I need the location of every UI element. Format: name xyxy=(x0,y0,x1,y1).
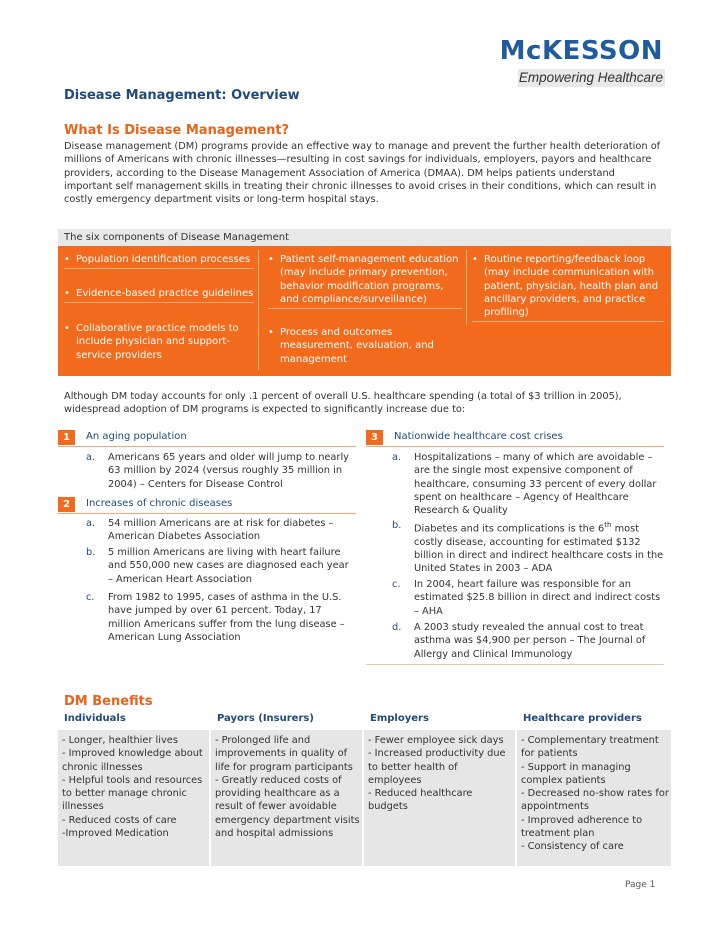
reason-number: 2 xyxy=(58,497,75,512)
growth-paragraph: Although DM today accounts for only .1 percent of overall U.S. healthcare spending (a total of $3 trillion in 2005), widespread adoption of DM programs is expected to significantly increase due to: xyxy=(64,391,622,416)
components-divider xyxy=(258,250,259,370)
section-title: What Is Disease Management? xyxy=(64,123,290,138)
components-divider xyxy=(466,250,467,325)
reason-subitem: b. Diabetes and its complications is the 6th most costly disease, accounting for estimated $132 billion in direct and indirect healthcare costs in the United States in 2003 – ADA xyxy=(392,520,664,575)
reason-subitem: d. A 2003 study revealed the annual cost to treat asthma was $4,900 per person – The Journal of Allergy and Clinical Immunology xyxy=(392,622,646,660)
reason-number: 1 xyxy=(58,430,75,445)
component-item: • Evidence-based practice guidelines xyxy=(64,287,254,303)
reason-rule xyxy=(366,446,664,447)
component-item: • Collaborative practice models to include physician and support-service providers xyxy=(64,323,239,361)
benefit-list: - Complementary treatment for patients - Support in managing complex patients - Decreased no-show rates for appointments - Improved adherence to treatment plan - Consistency of care xyxy=(521,735,669,853)
logo-tagline: Empowering Healthcare xyxy=(518,70,663,85)
benefit-column-header: Individuals xyxy=(64,713,126,724)
page-title: Disease Management: Overview xyxy=(64,88,300,103)
reason-subitem: a. Hospitalizations – many of which are avoidable – are the single most expensive component of healthcare, consuming 33 percent of every dollar spent on healthcare – Agency of Healthcare Research & Quality xyxy=(392,452,657,517)
benefit-column xyxy=(517,730,671,866)
reason-subitem: a. Americans 65 years and older will jump to nearly 63 million by 2024 (versus roughly 35 million in 2004) – Centers for Disease Control xyxy=(86,452,349,490)
benefit-column-header: Payors (Insurers) xyxy=(217,713,314,724)
benefits-title: DM Benefits xyxy=(64,694,153,709)
benefit-column xyxy=(364,730,515,866)
benefit-column-header: Healthcare providers xyxy=(523,713,642,724)
benefit-column xyxy=(58,730,209,866)
bullet-icon: • xyxy=(64,254,70,265)
reason-title: An aging population xyxy=(86,431,187,442)
bullet-icon: • xyxy=(268,327,274,338)
reason-subitem: b. 5 million Americans are living with heart failure and 550,000 new cases are diagnosed each year – American Heart Association xyxy=(86,547,349,585)
reason-rule xyxy=(366,664,664,665)
bullet-icon: • xyxy=(472,254,478,265)
reason-rule xyxy=(58,446,356,447)
component-item: • Process and outcomes measurement, evaluation, and management xyxy=(268,327,434,365)
component-item: • Patient self-management education (may include primary prevention, behavior modification programs, and compliance/surveillance) xyxy=(268,253,462,309)
logo-brand: McKESSON xyxy=(499,36,663,66)
reason-number: 3 xyxy=(366,430,383,445)
bullet-icon: • xyxy=(268,254,274,265)
benefit-list: - Fewer employee sick days - Increased productivity due to better health of employees - Reduced healthcare budgets xyxy=(368,735,506,813)
reason-title: Nationwide healthcare cost crises xyxy=(394,431,563,442)
bullet-icon: • xyxy=(64,323,70,334)
reason-subitem: c. In 2004, heart failure was responsible for an estimated $25.8 billion in direct and indirect costs – AHA xyxy=(392,579,661,617)
benefit-column xyxy=(211,730,362,866)
reason-title: Increases of chronic diseases xyxy=(86,498,233,509)
benefit-list: - Prolonged life and improvements in quality of life for program participants - Greatly reduced costs of providing healthcare as a result of fewer avoidable emergency department visits and hospital admissions xyxy=(215,735,360,840)
reason-subitem: a. 54 million Americans are at risk for diabetes – American Diabetes Association xyxy=(86,518,334,543)
reason-subitem: c. From 1982 to 1995, cases of asthma in the U.S. have jumped by over 61 percent. Today, 17 million Americans suffer from the lung disease – American Lung Association xyxy=(86,592,345,643)
components-header-text: The six components of Disease Management xyxy=(64,232,290,243)
company-logo xyxy=(490,36,665,88)
intro-paragraph: Disease management (DM) programs provide an effective way to manage and prevent the further health deterioration of millions of Americans with chronic illnesses—resulting in cost savings for individuals, employers, payors and healthcare providers, according to the Disease Management Association of America (DMAA). DM helps patients understand important self management skills in treating their chronic illnesses to avoid crises in their conditions, which can result in costly emergency department visits or long-term hospital stays. xyxy=(64,141,661,206)
benefit-list: - Longer, healthier lives - Improved knowledge about chronic illnesses - Helpful tools and resources to better manage chronic illnesses - Reduced costs of care -Improved Medication xyxy=(62,735,203,840)
component-item: • Population identification processes xyxy=(64,253,254,269)
benefits-table xyxy=(58,730,671,866)
component-item: • Routine reporting/feedback loop (may include communication with patient, physician, health plan and ancillary providers, and practice profiling) xyxy=(472,253,664,322)
components-header xyxy=(58,229,671,246)
benefit-column-header: Employers xyxy=(370,713,429,724)
bullet-icon: • xyxy=(64,288,70,299)
reason-rule xyxy=(58,513,356,514)
page-number: Page 1 xyxy=(625,880,656,890)
